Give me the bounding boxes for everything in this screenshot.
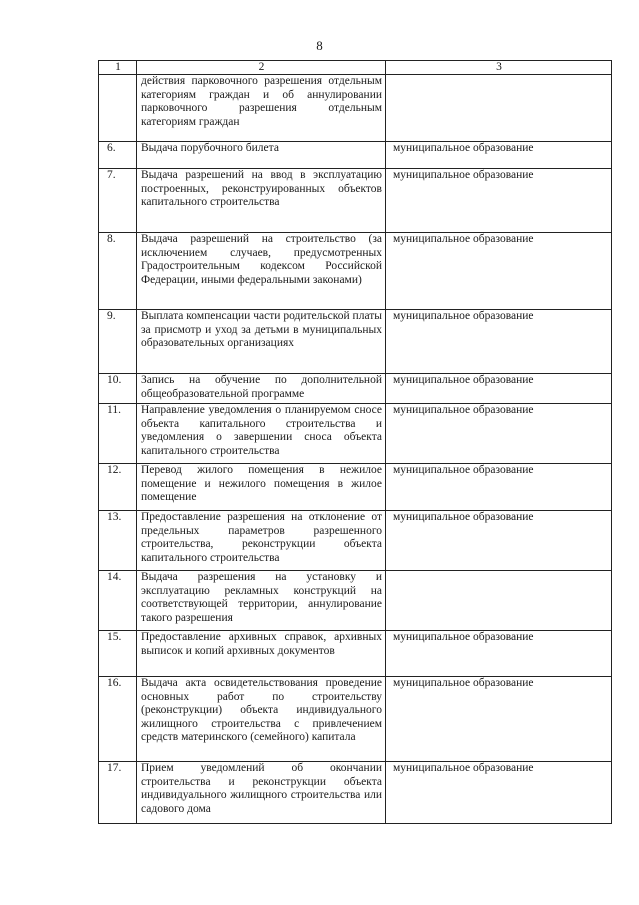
service-name: Выплата компенсации части родительской платы за присмотр и уход за детьми в муниципальных образовательных организациях bbox=[137, 310, 386, 374]
row-number: 6. bbox=[99, 142, 137, 169]
service-level: муниципальное образование bbox=[386, 374, 612, 404]
service-level: муниципальное образование bbox=[386, 762, 612, 824]
service-name: Перевод жилого помещения в нежилое помещение и нежилого помещения в жилое помещение bbox=[137, 464, 386, 511]
service-name: Выдача разрешений на строительство (за исключением случаев, предусмотренных Градостроительным кодексом Российской Федерации, иными федеральными законами) bbox=[137, 233, 386, 310]
table-row bbox=[99, 762, 612, 824]
row-number: 16. bbox=[99, 677, 137, 762]
row-number: 9. bbox=[99, 310, 137, 374]
table-row bbox=[99, 310, 612, 374]
row-number: 8. bbox=[99, 233, 137, 310]
service-name: Предоставление архивных справок, архивных выписок и копий архивных документов bbox=[137, 631, 386, 677]
row-number: 10. bbox=[99, 374, 137, 404]
service-level: муниципальное образование bbox=[386, 169, 612, 233]
row-number: 15. bbox=[99, 631, 137, 677]
table-row bbox=[99, 404, 612, 464]
service-name: Выдача порубочного билета bbox=[137, 142, 386, 169]
service-level: муниципальное образование bbox=[386, 404, 612, 464]
table-row bbox=[99, 142, 612, 169]
row-number bbox=[99, 75, 137, 142]
header-col-1: 1 bbox=[99, 61, 137, 75]
service-name: Прием уведомлений об окончании строительства и реконструкции объекта индивидуального жилищного строительства или садового дома bbox=[137, 762, 386, 824]
row-number: 12. bbox=[99, 464, 137, 511]
header-col-2: 2 bbox=[137, 61, 386, 75]
service-name: Направление уведомления о планируемом сносе объекта капитального строительства и уведомления о завершении сноса объекта капитального строительства bbox=[137, 404, 386, 464]
table-row bbox=[99, 374, 612, 404]
service-level: муниципальное образование bbox=[386, 631, 612, 677]
service-level bbox=[386, 75, 612, 142]
service-level: муниципальное образование bbox=[386, 677, 612, 762]
row-number: 17. bbox=[99, 762, 137, 824]
row-number: 11. bbox=[99, 404, 137, 464]
table-row bbox=[99, 677, 612, 762]
service-name: Выдача разрешений на ввод в эксплуатацию построенных, реконструированных объектов капитального строительства bbox=[137, 169, 386, 233]
service-level: муниципальное образование bbox=[386, 142, 612, 169]
service-level: муниципальное образование bbox=[386, 310, 612, 374]
page-number: 8 bbox=[316, 38, 323, 53]
header-col-3: 3 bbox=[386, 61, 612, 75]
service-name: действия парковочного разрешения отдельным категориям граждан и об аннулировании парковочного разрешения отдельным категориям граждан bbox=[137, 75, 386, 142]
table-row bbox=[99, 233, 612, 310]
services-table bbox=[98, 60, 612, 824]
table-row bbox=[99, 169, 612, 233]
service-level: муниципальное образование bbox=[386, 464, 612, 511]
service-name: Выдача разрешения на установку и эксплуатацию рекламных конструкций на соответствующей территории, аннулирование такого разрешения bbox=[137, 571, 386, 631]
service-level bbox=[386, 571, 612, 631]
table-row bbox=[99, 75, 612, 142]
table-row bbox=[99, 571, 612, 631]
row-number: 14. bbox=[99, 571, 137, 631]
service-name: Запись на обучение по дополнительной общеобразовательной программе bbox=[137, 374, 386, 404]
service-level: муниципальное образование bbox=[386, 511, 612, 571]
service-name: Выдача акта освидетельствования проведение основных работ по строительству (реконструкции) объекта индивидуального жилищного строительства с привлечением средств материнского (семейного) капитала bbox=[137, 677, 386, 762]
service-level: муниципальное образование bbox=[386, 233, 612, 310]
table-row bbox=[99, 631, 612, 677]
service-name: Предоставление разрешения на отклонение от предельных параметров разрешенного строительства, реконструкции объекта капитального строительства bbox=[137, 511, 386, 571]
table-row bbox=[99, 511, 612, 571]
table-row bbox=[99, 464, 612, 511]
table-header-row bbox=[99, 61, 612, 75]
row-number: 7. bbox=[99, 169, 137, 233]
row-number: 13. bbox=[99, 511, 137, 571]
